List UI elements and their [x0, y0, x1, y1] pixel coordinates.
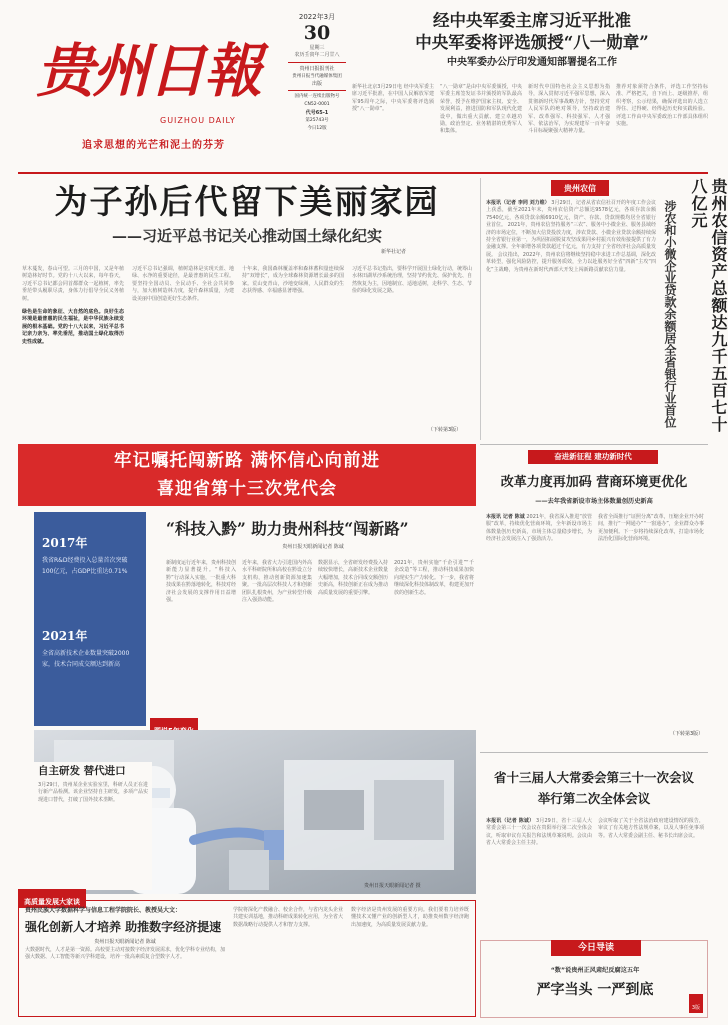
tech-story-col-4: 2021年，贵州实施“千企引进”“千企改造”等工程，推动科技成果加快向现实生产力转化。下一步，我省将继续深化科技体制改革，构建更加开放的创新生态。 — [394, 560, 475, 596]
lower-left-sub: 贵州民族大学数据科学与信息工程学院院长、教授吴大文： — [25, 907, 182, 914]
issn-line-4: 第25743号 — [305, 118, 329, 123]
right-story-body — [486, 200, 656, 440]
congress-story — [480, 758, 708, 938]
publisher-line-2: 贵州日报当代融媒体集团 — [292, 74, 342, 79]
lower-left-col-1: 大数据时代，人才是第一资源。高校要主动对接数字经济发展需求，优化学科专业结构，加强大数据、人工智能等新兴学科建设，培养一批高素质复合型数字人才。 — [25, 947, 226, 961]
tech-inset-year-2: 2021年 — [42, 629, 88, 643]
self-research-text: 3月29日，贵州某企业实验室里，科研人员正在进行新产品检测。该企业坚持自主研发，多项产品实现进口替代，打破了国外技术垄断。 — [38, 782, 149, 803]
right-lower-divider — [480, 444, 708, 445]
top-news-col-2: “八一勋章”是由中央军委颁授，中央军委主席签发证书并颁授的军队最高荣誉，授予在维护国家主权、安全、发展利益，推进国防和军队现代化建设中，做出重大贡献、建立卓越功勋，政治坚定、业务精湛的优秀军人和集体。 — [440, 84, 522, 135]
right-column-divider — [480, 178, 481, 440]
self-research-title: 自主研发 替代进口 — [38, 765, 126, 777]
right-lower-subtitle: ——去年我省新设市场主体数量创历史新高 — [535, 498, 653, 505]
top-news-title-2: 中央军委将评选颁授“八一勋章” — [415, 33, 649, 52]
right-story-title — [688, 178, 728, 440]
red-banner-line-2: 喜迎省第十三次党代会 — [157, 479, 337, 499]
tech-story-col-2: 近年来，我省大力引进国内外高水平科研院所和高校在黔设立分支机构，推动创新资源加速集聚。一批高层次科技人才和创新团队扎根贵州，为产业转型升级注入强劲动能。 — [242, 560, 313, 604]
lower-left-title: 强化创新人才培养 助推数字经济提速 — [25, 920, 222, 934]
main-story-subtitle: ——习近平总书记关心推动国土绿化纪实 — [111, 227, 382, 245]
main-story-continued: （下转第3版） — [428, 427, 462, 433]
self-research — [34, 762, 152, 890]
right-lower-label-text: 奋进新征程 建功新时代 — [554, 452, 632, 461]
red-banner-line-1: 牢记嘱托闯新路 满怀信心向前进 — [113, 451, 381, 471]
top-news-col-4: 推荐对象须符合条件，评选工作坚持标准、严格把关，自下而上、逐级推荐，组织考察，公示结果，确保评选出的人选立得住、过得硬、经得起历史和实践检验。评选工作由中央军委政治工作部具体组织实施。 — [616, 84, 708, 128]
tech-inset-text-1: 我省R&D经费投入总量首次突破100亿元，占GDP比重达0.71% — [42, 557, 128, 575]
top-news-col-3: 新时代中国特色社会主义思想为指导，深入贯彻习近平强军思想，深入贯彻新时代军事战略方针，坚持党对人民军队的绝对领导，坚持政治建军、改革强军、科技强军、人才强军、依法治军，为实现建军一百年奋斗目标凝聚强大精神力量。 — [528, 84, 610, 135]
lower-left-byline: 贵州日报天眼新闻记者 陈诚 — [94, 939, 156, 945]
right-lower — [480, 448, 708, 748]
right-lower-col-1-text: 2021年，我省深入推进“放管服”改革，持续优化营商环境，全年新设市场主体数量创历史新高，市场主体总量稳步增长，为经济社会发展注入了强劲活力。 — [486, 514, 593, 543]
lower-left-col-2: 学院将深化产教融合、校企合作，与省内龙头企业共建实训基地，推动科研成果转化应用，为全省大数据战略行动提供人才和智力支撑。 — [233, 907, 344, 928]
today-headline: 严字当头 一严到底 — [536, 982, 654, 998]
tech-story-col-3: 数据显示，全省研发经费投入持续较快增长，高新技术企业数量大幅增加，技术合同成交额创历史新高，科技创新正在成为推动高质量发展的重要引擎。 — [318, 560, 389, 596]
date-day: 30 — [303, 22, 331, 44]
issn-line-5: 今日12版 — [307, 126, 327, 131]
right-lower-col-2: 我省全面推行“证照分离”改革，压缩企业开办时间，推行“一网通办”“一窗通办”，企业群众办事更加便利。下一步将持续深化改革，打造市场化法治化国际化营商环境。 — [598, 514, 704, 543]
congress-divider — [480, 752, 708, 753]
masthead-divider — [18, 172, 708, 174]
red-banner — [18, 444, 476, 506]
right-lower-continued: （下转第3版） — [670, 731, 704, 737]
tech-story — [150, 512, 476, 720]
congress-col-1 — [486, 818, 592, 918]
right-lower-label — [528, 450, 658, 464]
main-story-source: 新华社记者 — [380, 249, 406, 255]
date-lunar: 农历壬寅年二月廿八 — [294, 52, 340, 58]
issn-line-2: CN52-0001 — [304, 102, 330, 107]
today-page-tag — [689, 994, 703, 1013]
issn-line-3: 代号65-1 — [305, 110, 329, 116]
tech-story-col-1: 新制度运行近年来，贵州科技创新能力显著提升。“科技入黔”行动深入实施，一批重大科技成果在黔落地转化，科技对经济社会发展的支撑作用日益增强。 — [166, 560, 237, 604]
tech-inset-text-2: 全省高新技术企业数量突破2000家，技术合同成交额达到新高 — [42, 650, 130, 668]
today-label-text: 今日导读 — [577, 943, 614, 953]
main-story-col-4: 习近平总书记指出，要科学开展国土绿化行动，统筹山水林田湖草沙系统治理，坚持节约优先、保护优先、自然恢复为主，因地制宜、适地适树，走科学、生态、节俭的绿化发展之路。 — [352, 266, 473, 295]
right-story-col-b: 2021年，贵州农信坚持服务“三农”、服务中小微企业、服务县域经济的市场定位，不断加大信贷投放力度，涉农贷款、小微企业贷款余额持续保持全省银行业第一，为巩固拓展脱贫攻坚成果同乡村振兴有效衔接提供了有力金融支撑。全年新增各项贷款超过千亿元，有力支持了全省经济社会高质量发展。 — [486, 222, 657, 258]
date-weekday: 星期三 — [309, 45, 325, 51]
main-story — [18, 178, 476, 440]
main-story-col-1-text: 草木蔓发，春山可望。三月的中国，又是年植树造林好时节。党的十八大以来，每年春天，习近平总书记都会同首都群众一起植树，率先垂范带头履职尽责，身体力行倡导全民义务植树。 — [22, 266, 124, 302]
masthead — [20, 6, 285, 166]
tech-story-title: “科技入黔” 助力贵州科技“闯新路” — [166, 519, 409, 538]
right-lower-byline: 本报讯 记者 陈诚 — [486, 514, 525, 520]
masthead-title: 贵州日報 — [36, 37, 261, 105]
right-story-col-c: 会议指出，2022年，贵州农信将继续坚持稳中求进工作总基调，深化改革转型，强化风险防控，提升服务质效，全力以赴服务好全省“四新”主攻“四化”主战略，为贵州在新时代西部大开发上闯新路贡献农信力量。 — [486, 251, 656, 273]
date-block — [288, 12, 346, 162]
today-desc: “数”说贵州正风肃纪反腐这五年 — [550, 967, 640, 974]
lower-left-col-3: 数字经济是贵州发展的重要方向。我们要着力培养既懂技术又懂产业的创新型人才，助推贵州数字经济跑出加速度，为高质量发展贡献力量。 — [351, 907, 469, 928]
publisher-line-3: 出版 — [311, 81, 322, 87]
congress-byline: 本报讯（记者 陈诚） — [486, 818, 535, 824]
right-story-text — [486, 200, 656, 440]
right-lower-col-1 — [486, 514, 592, 734]
main-story-col-3: 十年来，我国森林覆盖率和森林蓄积量连续保持“双增长”，成为全球森林资源增长最多的国家。荒山变青山，沙地变绿洲，人民群众的生态获得感、幸福感显著增强。 — [242, 266, 344, 295]
right-story-col-a: 3月29日，记者从省农信社召开的年度工作会议上获悉，截至2021年末，贵州农信资产总额达9578亿元，各项存款余额7540亿元，各项贷款余额6910亿元，资产、存款、贷款规模均居全省银行业首位。 — [486, 200, 657, 229]
today-box — [480, 940, 708, 1018]
top-news — [352, 10, 712, 170]
right-story-byline: 本报讯（记者 李同 刘力维） — [486, 200, 550, 206]
lower-left-box — [18, 900, 476, 1017]
today-label — [551, 940, 641, 956]
congress-col-1-text: 3月29日，省十三届人大常委会第三十一次会议在贵阳举行第二次全体会议，听取审议有关报告和法规草案说明。会议由省人大常委会主任主持。 — [486, 818, 593, 847]
main-story-intro: 绿色是生命的象征、大自然的底色。良好生态环境是最普惠的民生福祉，是中华民族永续发展的根本基础。党的十八大以来，习近平总书记亲力亲为、率先垂范，推动国土绿化取得历史性成就。 — [22, 309, 124, 345]
main-story-title: 为子孙后代留下美丽家园 — [54, 182, 440, 221]
masthead-slogan: 追求思想的光芒和泥土的芬芳 — [82, 140, 225, 151]
issn-line-1: 国内统一连续出版物号 — [294, 94, 340, 99]
date-year-month: 2022年3月 — [298, 13, 336, 21]
tech-story-byline: 贵州日报天眼新闻记者 陈诚 — [282, 544, 344, 550]
tech-inset-year-1: 2017年 — [42, 536, 88, 550]
top-news-title-1: 经中央军委主席习近平批准 — [433, 11, 631, 30]
main-story-col-1 — [22, 266, 124, 438]
top-news-subtitle: 中央军委办公厅印发通知部署提名工作 — [447, 57, 617, 68]
lower-left-tag-text: 高质量发展大家谈 — [24, 898, 80, 906]
main-story-col-2: 习近平总书记强调，植树造林是实现天蓝、地绿、水净的重要途径，是最普惠的民生工程。要坚持全国动员、全民动手、全社会共同参与，加大植树造林力度，提升森林质量，为建设美丽中国创造更好生态条件。 — [132, 266, 234, 302]
today-page: 3版 — [691, 1005, 700, 1011]
congress-col-2: 会议听取了关于全省法治政府建设情况的报告，审议了有关地方性法规草案，以及人事任免事项等。省人大常委会副主任、秘书长出席会议。 — [598, 818, 704, 839]
lower-left-head — [25, 905, 225, 1009]
right-lower-title: 改革力度再加码 营商环境更优化 — [500, 475, 688, 490]
congress-title-1: 省十三届人大常委会第三十一次会议 — [493, 770, 694, 785]
right-story-label — [551, 180, 609, 196]
right-story-subtitle — [662, 200, 680, 430]
right-story-label-text: 贵州农信 — [564, 183, 596, 193]
right-story-subtitle-text: 涉农和小微企业贷款余额居全省银行业首位 — [663, 200, 677, 428]
publisher-line-1: 贵州日报报刊社 — [299, 66, 335, 72]
right-story-title-text: 贵州农信资产总额达九千五百七十八亿元 — [689, 178, 728, 433]
top-news-col-1: 新华社北京3月29日电 经中央军委主席习近平批准，在中国人民解放军建军95周年之际，中央军委将评选颁授“八一勋章”。 — [352, 84, 434, 113]
congress-title-2: 举行第二次全体会议 — [537, 791, 651, 806]
photo-credit: 贵州日报天眼新闻记者 摄 — [364, 883, 421, 889]
tech-inset — [34, 512, 146, 726]
masthead-pinyin: GUIZHOU DAILY — [160, 116, 236, 125]
